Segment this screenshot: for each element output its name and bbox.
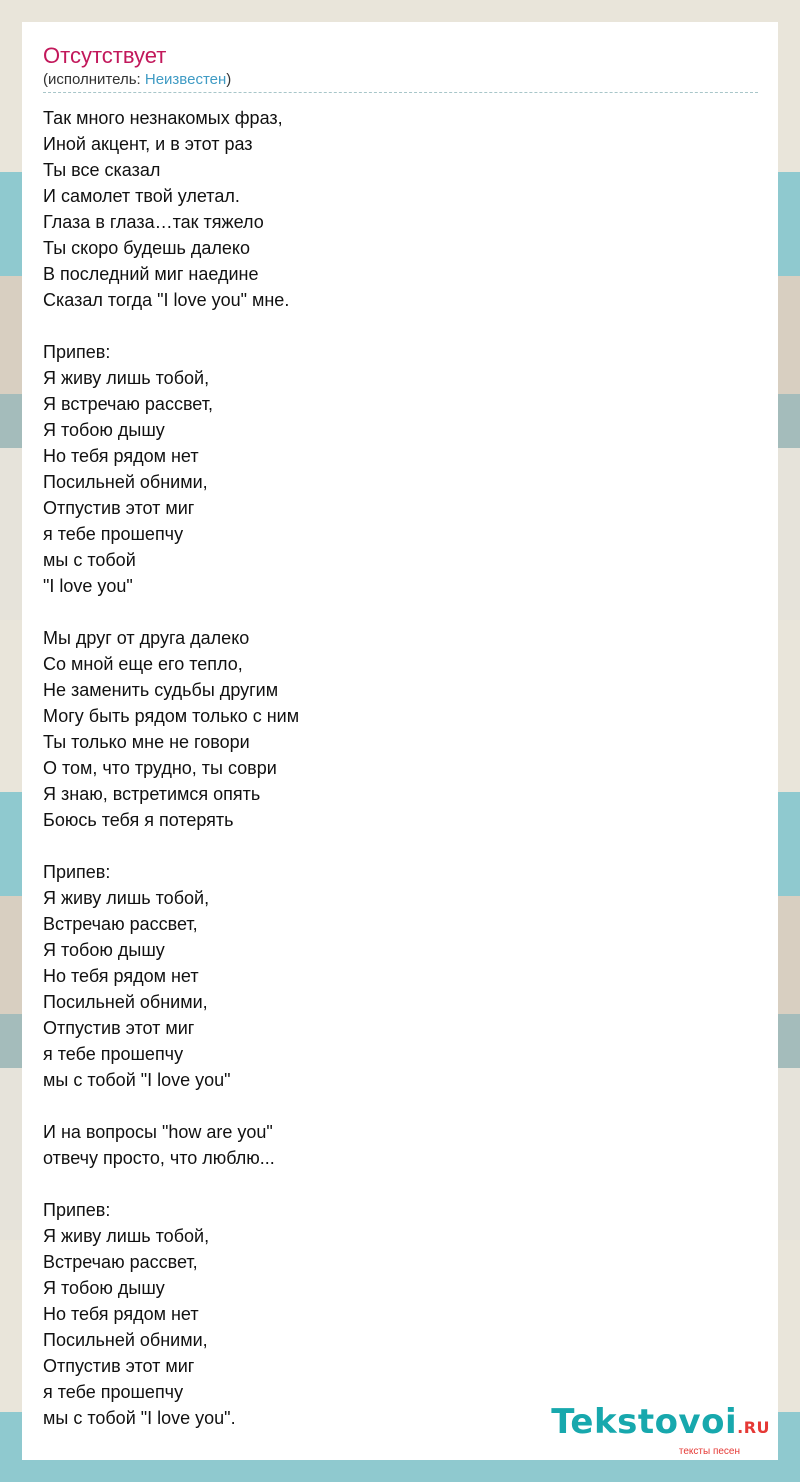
logo-domain: .RU <box>737 1418 770 1437</box>
stanza <box>43 1197 758 1431</box>
stanza <box>43 625 758 833</box>
stanza <box>43 1119 758 1171</box>
lyric-line: Отпустив этот миг <box>43 1356 195 1376</box>
lyric-line: я тебе прошепчу <box>43 1044 184 1064</box>
lyric-line: я тебе прошепчу <box>43 1382 184 1402</box>
lyric-line: Сказал тогда "I love you" мне. <box>43 290 290 310</box>
logo-tagline: тексты песен <box>678 1446 740 1457</box>
lyric-line: Припев: <box>43 1200 111 1220</box>
lyric-line: Так много незнакомых фраз, <box>43 108 283 128</box>
lyrics-body <box>43 105 758 1431</box>
lyric-line: Припев: <box>43 342 111 362</box>
lyric-line: И самолет твой улетал. <box>43 186 240 206</box>
lyric-line: Но тебя рядом нет <box>43 1304 199 1324</box>
lyric-line: Ты только мне не говори <box>43 732 250 752</box>
lyric-line: "I love you" <box>43 576 133 596</box>
artist-line <box>43 70 758 93</box>
lyric-line: Отпустив этот миг <box>43 498 195 518</box>
lyric-line: Я знаю, встретимся опять <box>43 784 261 804</box>
lyric-line: Мы друг от друга далеко <box>43 628 250 648</box>
site-logo[interactable] <box>551 1404 770 1458</box>
lyric-line: Ты скоро будешь далеко <box>43 238 251 258</box>
lyric-line: Боюсь тебя я потерять <box>43 810 234 830</box>
logo-text: Tekstovoi <box>551 1402 738 1442</box>
lyric-line: Посильней обними, <box>43 992 208 1012</box>
artist-prefix: (исполнитель: <box>43 71 145 88</box>
lyric-line: мы с тобой "I love you" <box>43 1070 231 1090</box>
lyric-line: Я тобою дышу <box>43 940 165 960</box>
lyric-line: Я тобою дышу <box>43 420 165 440</box>
lyric-line: Встречаю рассвет, <box>43 914 198 934</box>
stanza <box>43 105 758 313</box>
lyric-line: Не заменить судьбы другим <box>43 680 279 700</box>
lyric-line: Глаза в глаза…так тяжело <box>43 212 264 232</box>
lyric-line: В последний миг наедине <box>43 264 259 284</box>
song-title: Отсутствует <box>43 43 167 68</box>
lyric-line: Посильней обними, <box>43 1330 208 1350</box>
stanza <box>43 339 758 599</box>
lyric-line: Я живу лишь тобой, <box>43 368 210 388</box>
lyric-line: Со мной еще его тепло, <box>43 654 243 674</box>
lyric-line: О том, что трудно, ты соври <box>43 758 277 778</box>
lyric-line: мы с тобой "I love you". <box>43 1408 236 1428</box>
lyric-line: Но тебя рядом нет <box>43 446 199 466</box>
lyric-line: Могу быть рядом только с ним <box>43 706 300 726</box>
lyric-line: Я встречаю рассвет, <box>43 394 213 414</box>
lyric-line: Я живу лишь тобой, <box>43 888 210 908</box>
artist-suffix: ) <box>226 71 232 88</box>
lyric-line: мы с тобой <box>43 550 136 570</box>
stanza <box>43 859 758 1093</box>
lyric-line: Встречаю рассвет, <box>43 1252 198 1272</box>
lyric-line: Припев: <box>43 862 111 882</box>
lyric-line: Я живу лишь тобой, <box>43 1226 210 1246</box>
lyric-line: Но тебя рядом нет <box>43 966 199 986</box>
lyric-line: я тебе прошепчу <box>43 524 184 544</box>
lyric-line: Ты все сказал <box>43 160 161 180</box>
lyric-line: Посильней обними, <box>43 472 208 492</box>
lyric-line: Иной акцент, и в этот раз <box>43 134 253 154</box>
lyrics-card <box>22 22 778 1460</box>
lyric-line: Отпустив этот миг <box>43 1018 195 1038</box>
lyric-line: И на вопросы "how are you" <box>43 1122 273 1142</box>
artist-link[interactable]: Неизвестен <box>144 71 227 88</box>
lyric-line: Я тобою дышу <box>43 1278 165 1298</box>
lyric-line: отвечу просто, что люблю... <box>43 1148 275 1168</box>
